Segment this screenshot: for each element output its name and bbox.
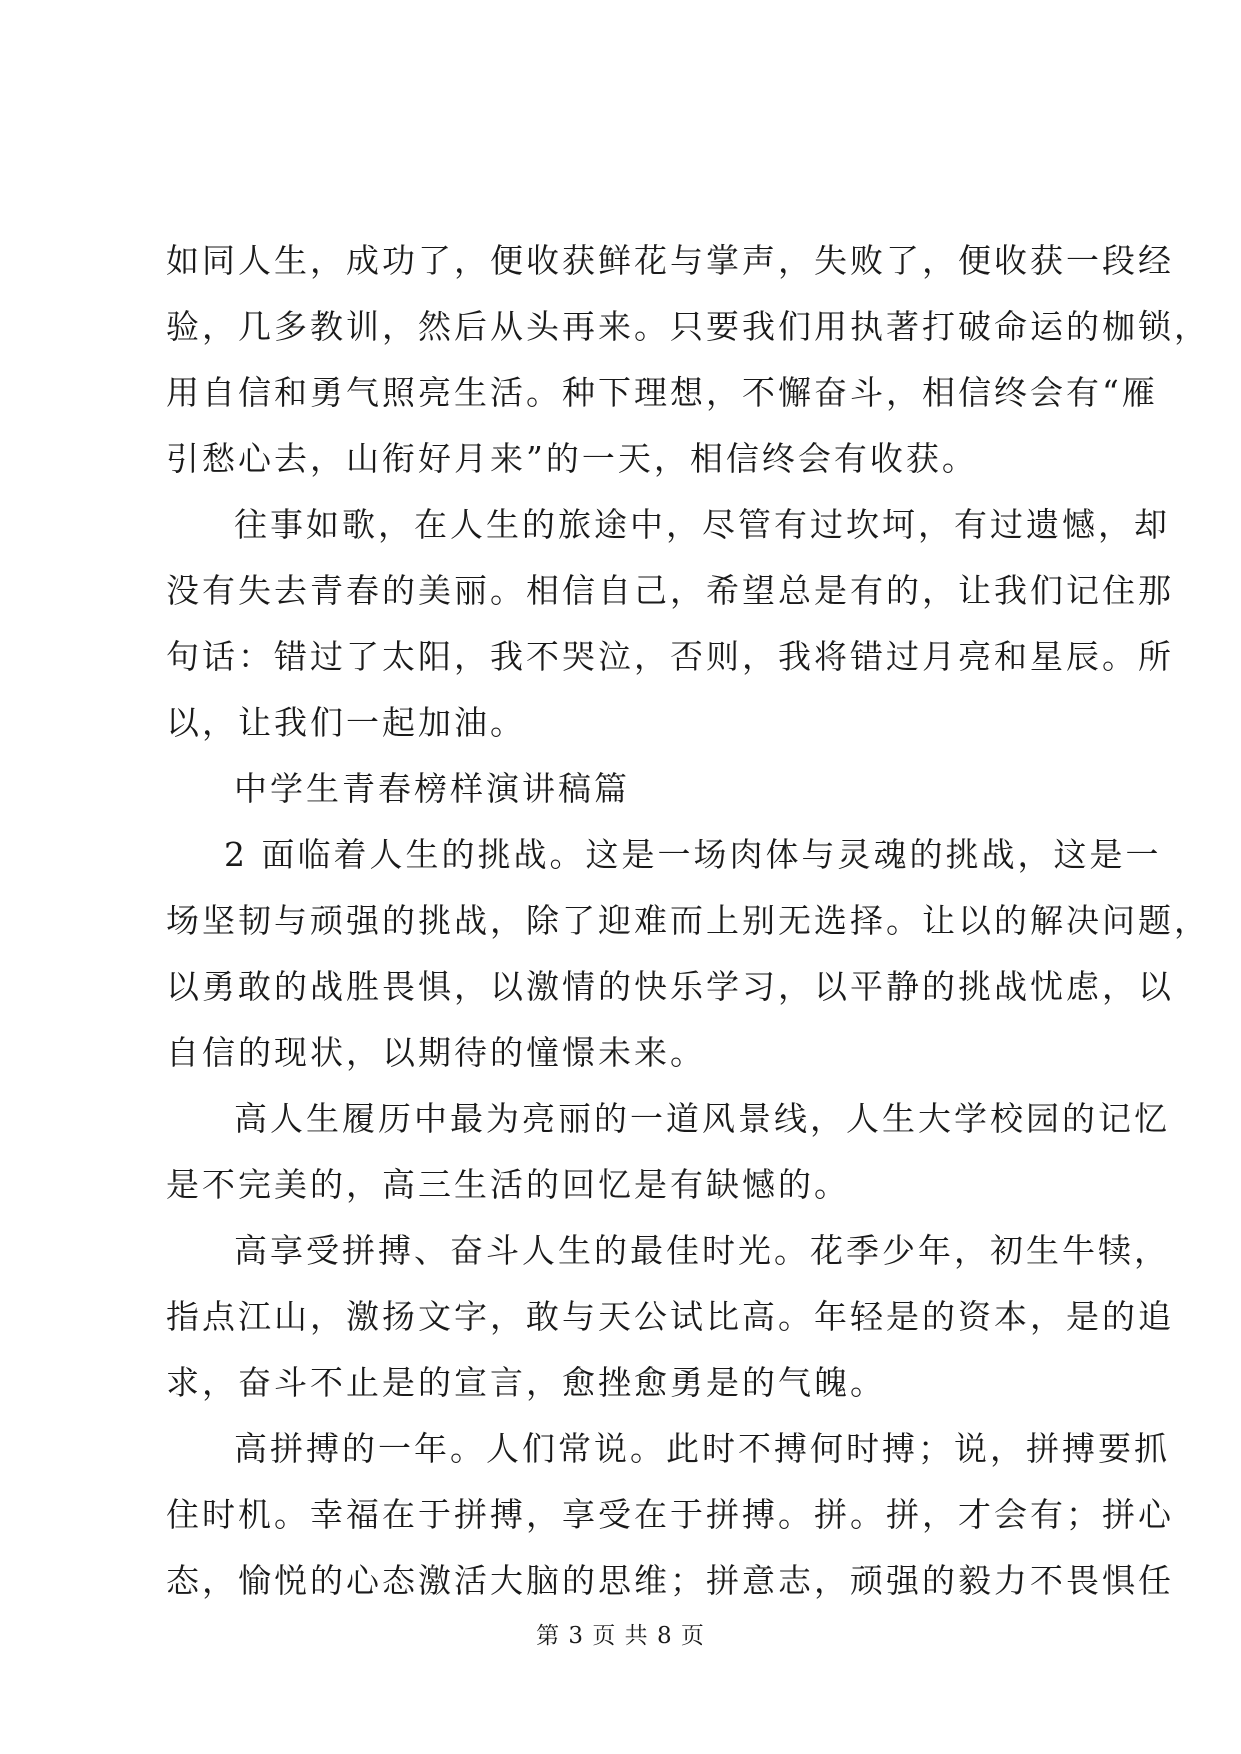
page-number-footer: 第 3 页 共 8 页 — [536, 1623, 705, 1649]
text-line: 态，愉悦的心态激活大脑的思维；拼意志，顽强的毅力不畏惧任 — [166, 1561, 1174, 1600]
text-line: 验，几多教训，然后从头再来。只要我们用执著打破命运的枷锁， — [166, 307, 1210, 346]
text-line: 自信的现状，以期待的憧憬未来。 — [166, 1033, 706, 1072]
text-line: 2 面临着人生的挑战。这是一场肉体与灵魂的挑战，这是一 — [224, 835, 1162, 874]
document-body — [166, 228, 1210, 1614]
text-line: 用自信和勇气照亮生活。种下理想，不懈奋斗，相信终会有“雁 — [166, 373, 1158, 412]
text-line: 场坚韧与顽强的挑战，除了迎难而上别无选择。让以的解决问题， — [166, 901, 1210, 940]
text-line: 没有失去青春的美丽。相信自己，希望总是有的，让我们记住那 — [166, 571, 1174, 610]
text-line: 高人生履历中最为亮丽的一道风景线，人生大学校园的记忆 — [234, 1099, 1170, 1138]
text-line: 引愁心去，山衔好月来”的一天，相信终会有收获。 — [166, 439, 978, 478]
text-line: 是不完美的，高三生活的回忆是有缺憾的。 — [166, 1165, 850, 1204]
text-line: 高享受拼搏、奋斗人生的最佳时光。花季少年，初生牛犊， — [234, 1231, 1170, 1270]
text-line: 高拼搏的一年。人们常说。此时不搏何时搏；说，拼搏要抓 — [234, 1429, 1170, 1468]
text-line: 以勇敢的战胜畏惧，以激情的快乐学习，以平静的挑战忧虑，以 — [166, 967, 1174, 1006]
text-line: 句话：错过了太阳，我不哭泣，否则，我将错过月亮和星辰。所 — [166, 637, 1174, 676]
text-line: 住时机。幸福在于拼搏，享受在于拼搏。拼。拼，才会有；拼心 — [166, 1495, 1174, 1534]
text-line: 以，让我们一起加油。 — [166, 703, 526, 742]
text-line: 求，奋斗不止是的宣言，愈挫愈勇是的气魄。 — [166, 1363, 886, 1402]
text-line: 往事如歌，在人生的旅途中，尽管有过坎坷，有过遗憾，却 — [234, 505, 1170, 544]
text-line: 如同人生，成功了，便收获鲜花与掌声，失败了，便收获一段经 — [166, 241, 1174, 280]
text-line: 指点江山，激扬文字，敢与天公试比高。年轻是的资本，是的追 — [166, 1297, 1174, 1336]
section-heading: 中学生青春榜样演讲稿篇 — [234, 769, 630, 808]
